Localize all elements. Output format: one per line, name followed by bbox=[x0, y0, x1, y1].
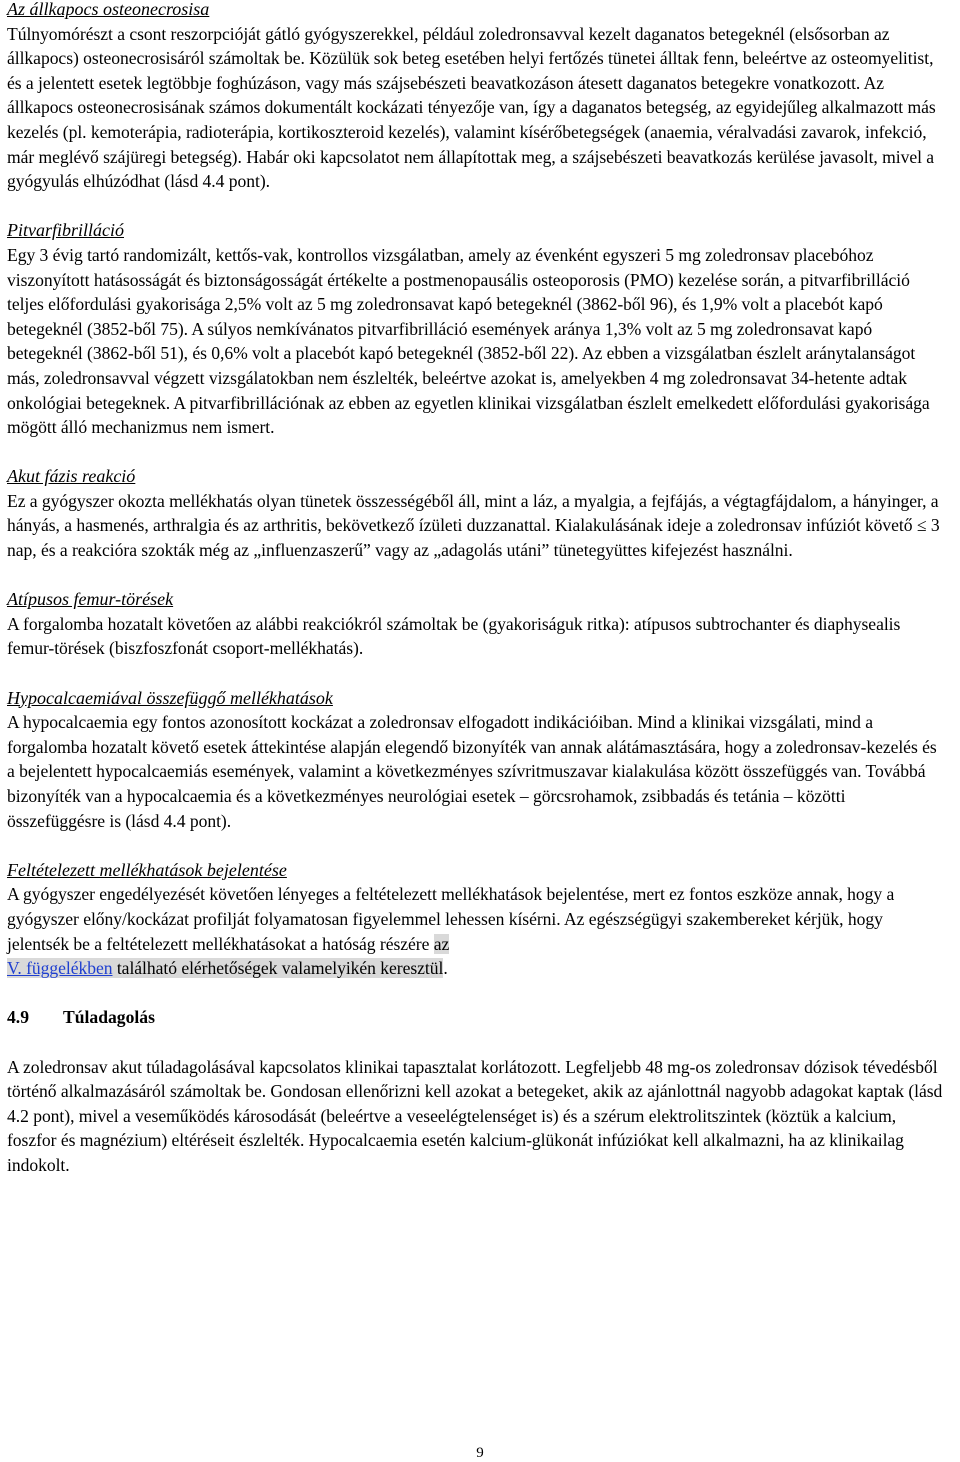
appendix-v-link[interactable]: V. függelékben bbox=[7, 958, 113, 979]
section-paragraph: Egy 3 évig tartó randomizált, kettős-vak, kontrollos vizsgálatban, amely az évenként egyszeri 5 mg zoledronsav placebóhoz viszonyított hatásosságát és biztonságosságát értékelte a postmenopausális osteoporosis (PMO) kezelése során, a pitvarfibrilláció teljes előfordulási gyakorisága 2,5% volt az 5 mg zoledronsavat kapó betegeknél (3862-ből 96), és 1,9% volt a placebót kapó betegeknél (3852-ből 75). A súlyos nemkívánatos pitvarfibrilláció események aránya 1,3% volt az 5 mg zoledronsavat kapó betegeknél (3862-ből 51), és 0,6% volt a placebót kapó betegeknél (3852-ből 22). Az ebben a vizsgálatban észlelt aránytalanságot más, zoledronsavval végzett vizsgálatokban nem észlelték, beleértve azokat is, amelyekben 4 mg zoledronsavat 34-hetente adtak onkológiai betegeknek. A pitvarfibrillációnak az ebben az egyetlen klinikai vizsgálatban észlelt emelkedett előfordulási gyakorisága mögött álló mechanizmus nem ismert. bbox=[7, 244, 930, 438]
section-jaw-osteonecrosis bbox=[7, 0, 943, 194]
section-heading: Az állkapocs osteonecrosisa bbox=[7, 0, 210, 19]
section-atrial-fibrillation bbox=[7, 218, 943, 439]
section-title-overdose bbox=[7, 1005, 943, 1030]
document-page bbox=[7, 0, 943, 1178]
section-hypocalcaemia bbox=[7, 686, 943, 834]
section-number: 4.9 bbox=[7, 1007, 29, 1028]
section-paragraph bbox=[7, 882, 943, 980]
section-paragraph: Túlnyomórészt a csont reszorpcióját gátló gyógyszerekkel, például zoledronsavval kezelt daganatos betegeknél (elsősorban az állkapocs) osteonecrosisáról számoltak be. Közülük sok beteg esetében helyi fertőzés tünetei álltak fenn, beleértve az osteomyelitist, és a jelentett esetek legtöbbje foghúzáson, vagy más szájsebészeti beavatkozáson átesett daganatos betegekre vonatkozott. Az állkapocs osteonecrosisának számos dokumentált kockázati tényezője van, így a daganatos betegség, az egyidejűleg alkalmazott más kezelés (pl. kemoterápia, radioterápia, kortikoszteroid kezelés), valamint kísérőbetegségek (anaemia, véralvadási zavarok, infekció, már meglévő szájüregi betegség). Habár oki kapcsolatot nem állapítottak meg, a szájsebészeti beavatkozás kerülése javasolt, mivel a gyógyulás elhúzódhat (lásd 4.4 pont). bbox=[7, 23, 936, 192]
section-heading: Pitvarfibrilláció bbox=[7, 220, 124, 241]
section-heading: Akut fázis reakció bbox=[7, 466, 136, 487]
reporting-text: A gyógyszer engedélyezését követően lényeges a feltételezett mellékhatások bejelentése, mert ez fontos eszköze annak, hogy a gyógyszer előny/kockázat profilját folyamatosan figyelemmel lehessen kísérni. Az egészségügyi szakembereket kérjük, hogy jelentsék be a feltételezett mellékhatásokat a hatóság részére bbox=[7, 884, 895, 954]
section-paragraph: A hypocalcaemia egy fontos azonosított kockázat a zoledronsav elfogadott indikációiban. Mind a klinikai vizsgálati, mind a forgalomba hozatalt követő esetek áttekintése alapján elegendő bizonyíték van annak alátámasztására, hogy a zoledronsav-kezelés és a bejelentett hypocalcaemiás események, valamint a következményes szívritmuszavar kialakulása között összefüggés van. Továbbá bizonyíték van a hypocalcaemia és a következményes neurológiai esetek – görcsrohamok, zsibbadás és tetánia – közötti összefüggésre is (lásd 4.4 pont). bbox=[7, 712, 937, 831]
section-acute-phase-reaction bbox=[7, 464, 943, 562]
section-heading: Atípusos femur-törések bbox=[7, 589, 174, 610]
section-paragraph: A forgalomba hozatalt követően az alábbi reakciókról számoltak be (gyakoriságuk ritka): atípusos subtrochanter és diaphysealis femur-törések (biszfoszfonát csoport-mellékhatás). bbox=[7, 613, 901, 659]
highlighted-text: az bbox=[433, 933, 450, 954]
page-number: 9 bbox=[476, 1445, 484, 1461]
highlighted-text: található elérhetőségek valamelyikén keresztül bbox=[112, 958, 444, 979]
section-reporting bbox=[7, 858, 943, 981]
section-heading: Hypocalcaemiával összefüggő mellékhatások bbox=[7, 687, 333, 708]
section-heading: Feltételezett mellékhatások bejelentése bbox=[7, 859, 287, 880]
reporting-text-end: . bbox=[443, 958, 448, 979]
section-paragraph: Ez a gyógyszer okozta mellékhatás olyan tünetek összességéből áll, mint a láz, a myalgia, a fejfájás, a végtagfájdalom, a hányinger, a hányás, a hasmenés, arthralgia és az arthritis, bekövetkező ízületi duzzanattal. Kialakulásának ideje a zoledronsav infúziót követő ≤ 3 nap, és a reakcióra szokták még az „influenzaszerű” vagy az „adagolás utáni” tünetegyüttes kifejezést használni. bbox=[7, 490, 940, 561]
section-atypical-femur-fractures bbox=[7, 587, 943, 661]
overdose-paragraph: A zoledronsav akut túladagolásával kapcsolatos klinikai tapasztalat korlátozott. Legfeljebb 48 mg-os zoledronsav dózisok tévedésből történő alkalmazásáról számoltak be. Gondosan ellenőrizni kell azokat a betegeket, akik az ajánlottnál nagyobb adagokat kaptak (lásd 4.2 pont), mivel a veseműködés károsodását (beleértve a veseelégtelenséget is) és a szérum elektrolitszintek (köztük a kalcium, foszfor és magnézium) eltéréseit észlelték. Hypocalcaemia esetén kalcium-glükonát infúziókat kell alkalmazni, ha az klinikailag indokolt. bbox=[7, 1056, 943, 1175]
section-title-text: Túladagolás bbox=[63, 1007, 155, 1028]
